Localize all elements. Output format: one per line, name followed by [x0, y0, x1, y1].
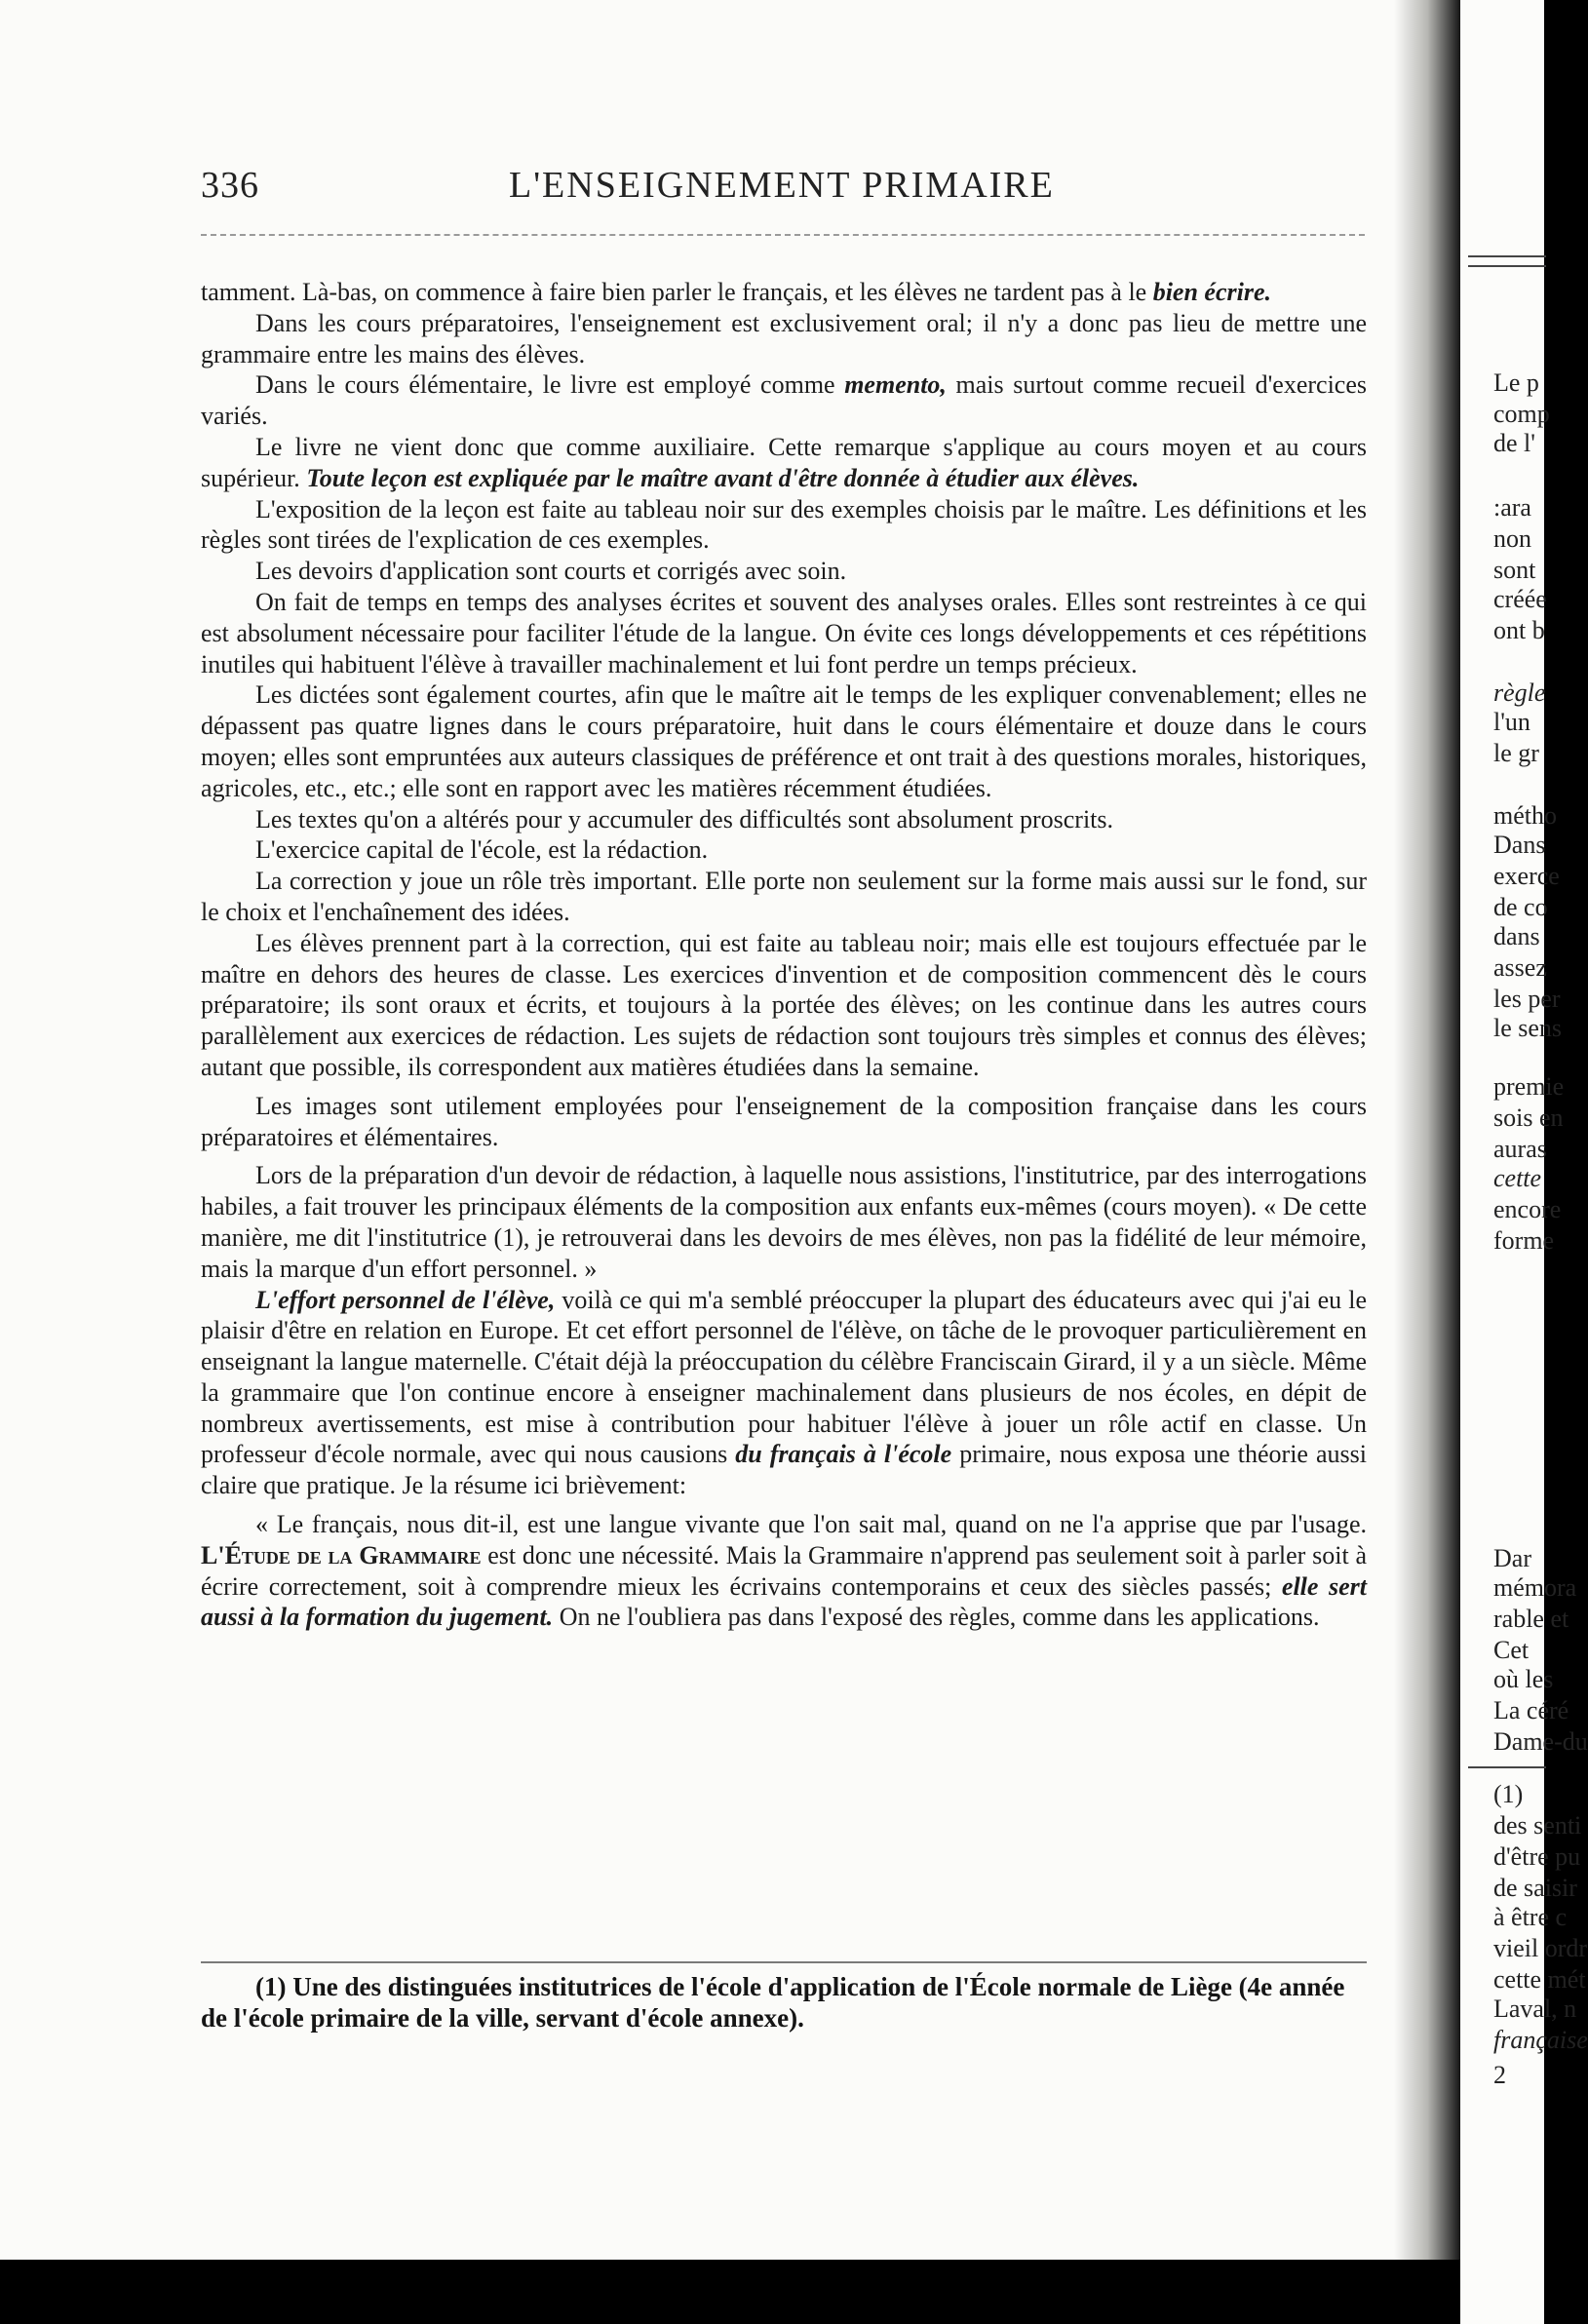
adjacent-fragment: rable et [1493, 1605, 1569, 1633]
header-rule [201, 234, 1365, 236]
paragraph: L'exposition de la leçon est faite au tableau noir sur des exemples choisis par le maître. Les définitions et les règles sont tirées de l'explication de ces exemples. [201, 494, 1367, 555]
adjacent-fragment: le gr [1493, 739, 1539, 767]
adjacent-fragment: Le p [1493, 368, 1539, 397]
quotation-paragraph [201, 1509, 1367, 1633]
paragraph: Les images sont utilement employées pour l'enseignement de la composition française dans les cours préparatoires et élémentaires. [201, 1091, 1367, 1151]
adjacent-fragment: dans [1493, 922, 1540, 950]
adjacent-fragment: sois en [1493, 1104, 1564, 1132]
paragraph: Dans les cours préparatoires, l'enseignement est exclusivement oral; il n'y a donc pas lieu de mettre une grammaire entre les mains des élèves. [201, 308, 1367, 368]
running-title: L'ENSEIGNEMENT PRIMAIRE [509, 165, 1055, 206]
emphasis: Toute leçon est expliquée par le maître avant d'être donnée à étudier aux élèves. [306, 463, 1140, 492]
adjacent-fragment: La céré [1493, 1696, 1569, 1724]
paragraph: Les textes qu'on a altérés pour y accumuler des difficultés sont absolument proscrits. [255, 804, 1114, 833]
text-span: Dans le cours élémentaire, le livre est employé comme [255, 370, 845, 400]
text-span: voilà ce qui m'a semblé préoccuper la plupart des éducateurs avec qui j'ai eu le plaisir d'être en relation en Europe. Et cet effort personnel de l'élève, on tâche de le provoquer particulièrement en enseignant la langue maternelle. C'était déjà la préoccupation du célèbre Franciscain Girard, il y a un siècle. Même la grammaire que l'on continue encore à enseigner machinalement dans plusieurs de nos écoles, en dépit de nombreux avertissements, est mise à contribution pour habituer l'élève à jouer un rôle actif en classe. Un professeur d'école normale, avec qui nous causions [201, 1285, 1367, 1469]
emphasis: bien écrire. [1152, 278, 1272, 306]
text-span: tamment. Là-bas, on commence à faire bien parler le français, et les élèves ne tardent pas à le [201, 278, 1153, 306]
paragraph: On fait de temps en temps des analyses écrites et souvent des analyses orales. Elles sont restreintes à ce qui est absolument nécessaire pour faciliter l'étude de la langue. On évite ces longs développements et ces répétitions inutiles qui habituent l'élève à travailler machinalement et lui font perdre un temps précieux. [201, 587, 1367, 678]
adjacent-fragment: règle [1493, 678, 1546, 707]
text-span: primaire, nous exposa une théorie aussi claire que pratique. Je la résume ici brièvement: [201, 1440, 1367, 1500]
paragraph: Les devoirs d'application sont courts et corrigés avec soin. [255, 557, 847, 586]
adjacent-fragment: métho [1493, 801, 1557, 830]
adjacent-fragment: 2 [1493, 2061, 1506, 2089]
text-span: « Le français, nous dit-il, est une langue vivante que l'on sait mal, quand on ne l'a apprise que par l'usage. [255, 1510, 1367, 1539]
small-caps-phrase: L'Étude de la Grammaire [201, 1540, 482, 1569]
adjacent-fragment: de saisir [1493, 1874, 1577, 1902]
paragraph [201, 1285, 1367, 1502]
adjacent-fragment: l'un [1493, 708, 1530, 736]
adjacent-fragment: le sens [1493, 1014, 1563, 1042]
adjacent-fragment: d'être pu [1493, 1842, 1581, 1871]
adjacent-fragment: forme [1493, 1226, 1555, 1255]
adjacent-fragment: de co [1493, 893, 1548, 921]
paragraph [201, 369, 1367, 432]
adjacent-fragment: auras [1493, 1135, 1547, 1163]
emphasis: elle sert aussi à la formation du jugement. [201, 1571, 1368, 1632]
page-gutter-shadow [1394, 0, 1460, 2260]
adjacent-fragment: Dans [1493, 831, 1546, 859]
adjacent-fragment: à être c [1493, 1903, 1568, 1931]
adjacent-fragment: exerce [1493, 862, 1560, 890]
scan-border [0, 2260, 1460, 2324]
main-text [201, 277, 1367, 1633]
paragraph: L'exercice capital de l'école, est la rédaction. [255, 835, 709, 865]
paragraph: Les dictées sont également courtes, afin que le maître ait le temps de les expliquer convenablement; elles ne dépassent pas quatre lignes dans le cours préparatoire, huit dans le cours élémentaire et douze dans le cours moyen; elles sont empruntées aux auteurs classiques de préférence et ont trait à des questions morales, historiques, agricoles, etc., etc.; elle sont en rapport avec les matières récemment étudiées. [201, 680, 1367, 802]
emphasis: memento, [844, 370, 947, 400]
emphasis: L'effort personnel de l'élève, [255, 1285, 556, 1314]
adjacent-fragment: vieil ordr [1493, 1934, 1588, 1962]
text-span: Le livre ne vient donc que comme auxiliaire. Cette remarque s'applique au cours moyen et au cours supérieur. [201, 432, 1367, 492]
adjacent-fragment: cette mét [1493, 1965, 1586, 1994]
footnote-rule [201, 1961, 1367, 1963]
adjacent-fragment: de l' [1493, 429, 1535, 457]
adjacent-fragment: assez [1493, 953, 1547, 982]
emphasis: du français à l'école [735, 1440, 952, 1469]
page-number: 336 [201, 165, 259, 206]
adjacent-page-rule [1468, 265, 1546, 267]
adjacent-fragment: premie [1493, 1072, 1565, 1101]
footnote [201, 1971, 1367, 2034]
paragraph [201, 277, 1367, 308]
adjacent-fragment: Cet [1493, 1636, 1530, 1664]
footnote-text: (1) Une des distinguées institutrices de l'école d'application de l'École normale de Liège (4e année de l'école primaire de la ville, servant d'école annexe). [201, 1972, 1345, 2033]
paragraph: La correction y joue un rôle très important. Elle porte non seulement sur la forme mais aussi sur le fond, sur le choix et l'enchaînement des idées. [201, 867, 1367, 926]
adjacent-fragment: Laval, n [1493, 1995, 1577, 2023]
adjacent-fragment: des senti [1493, 1811, 1582, 1840]
adjacent-fragment: (1) [1493, 1780, 1524, 1808]
adjacent-page-rule [1468, 255, 1546, 257]
adjacent-fragment: les per [1493, 985, 1561, 1013]
adjacent-fragment: sont [1493, 556, 1536, 584]
paragraph: Lors de la préparation d'un devoir de rédaction, à laquelle nous assistions, l'institutrice, par des interrogations habiles, a fait trouver les principaux éléments de la composition aux enfants eux-mêmes (cours moyen). « De cette manière, me dit l'institutrice (1), je retrouverai dans les devoirs de mes élèves, non pas la fidélité de leur mémoire, mais la marque d'un effort personnel. » [201, 1161, 1367, 1283]
paragraph [201, 432, 1367, 494]
adjacent-fragment: créée [1493, 585, 1547, 613]
adjacent-fragment: cette [1493, 1164, 1542, 1192]
adjacent-fragment: comp [1493, 400, 1550, 428]
paragraph: Les élèves prennent part à la correction, qui est faite au tableau noir; mais elle est toujours effectuée par le maître en dehors des heures de classe. Les exercices d'invention et de composition commencent dès le cours préparatoire; ils sont oraux et écrits, et toujours à la portée des élèves; on les continue dans les autres cours parallèlement aux exercices de rédaction. Les sujets de rédaction sont toujours très simples et connus des élèves; autant que possible, ils correspondent aux matières étudiées dans la semaine. [201, 928, 1367, 1081]
adjacent-fragment: encore [1493, 1195, 1562, 1223]
adjacent-fragment: française [1493, 2026, 1588, 2054]
adjacent-fragment: où les [1493, 1665, 1554, 1693]
adjacent-fragment: :ara [1493, 493, 1531, 522]
adjacent-fragment: ont b [1493, 616, 1545, 644]
adjacent-page-edge [1460, 0, 1588, 2324]
adjacent-fragment: Dar [1493, 1544, 1531, 1572]
running-head [201, 164, 1068, 218]
text-span: est donc une nécessité. Mais la Grammaire n'apprend pas seulement soit à parler soit à écrire correctement, soit à comprendre mieux les écrivains contemporains et ceux des siècles passés; [201, 1540, 1367, 1601]
text-span: On ne l'oubliera pas dans l'exposé des règles, comme dans les applications. [553, 1603, 1320, 1632]
adjacent-fragment: Dame-du [1493, 1727, 1588, 1756]
adjacent-page-rule [1468, 1766, 1546, 1768]
adjacent-fragment: mémora [1493, 1573, 1577, 1602]
adjacent-fragment: non [1493, 524, 1531, 553]
text-span: mais surtout comme recueil d'exercices variés. [201, 370, 1367, 431]
